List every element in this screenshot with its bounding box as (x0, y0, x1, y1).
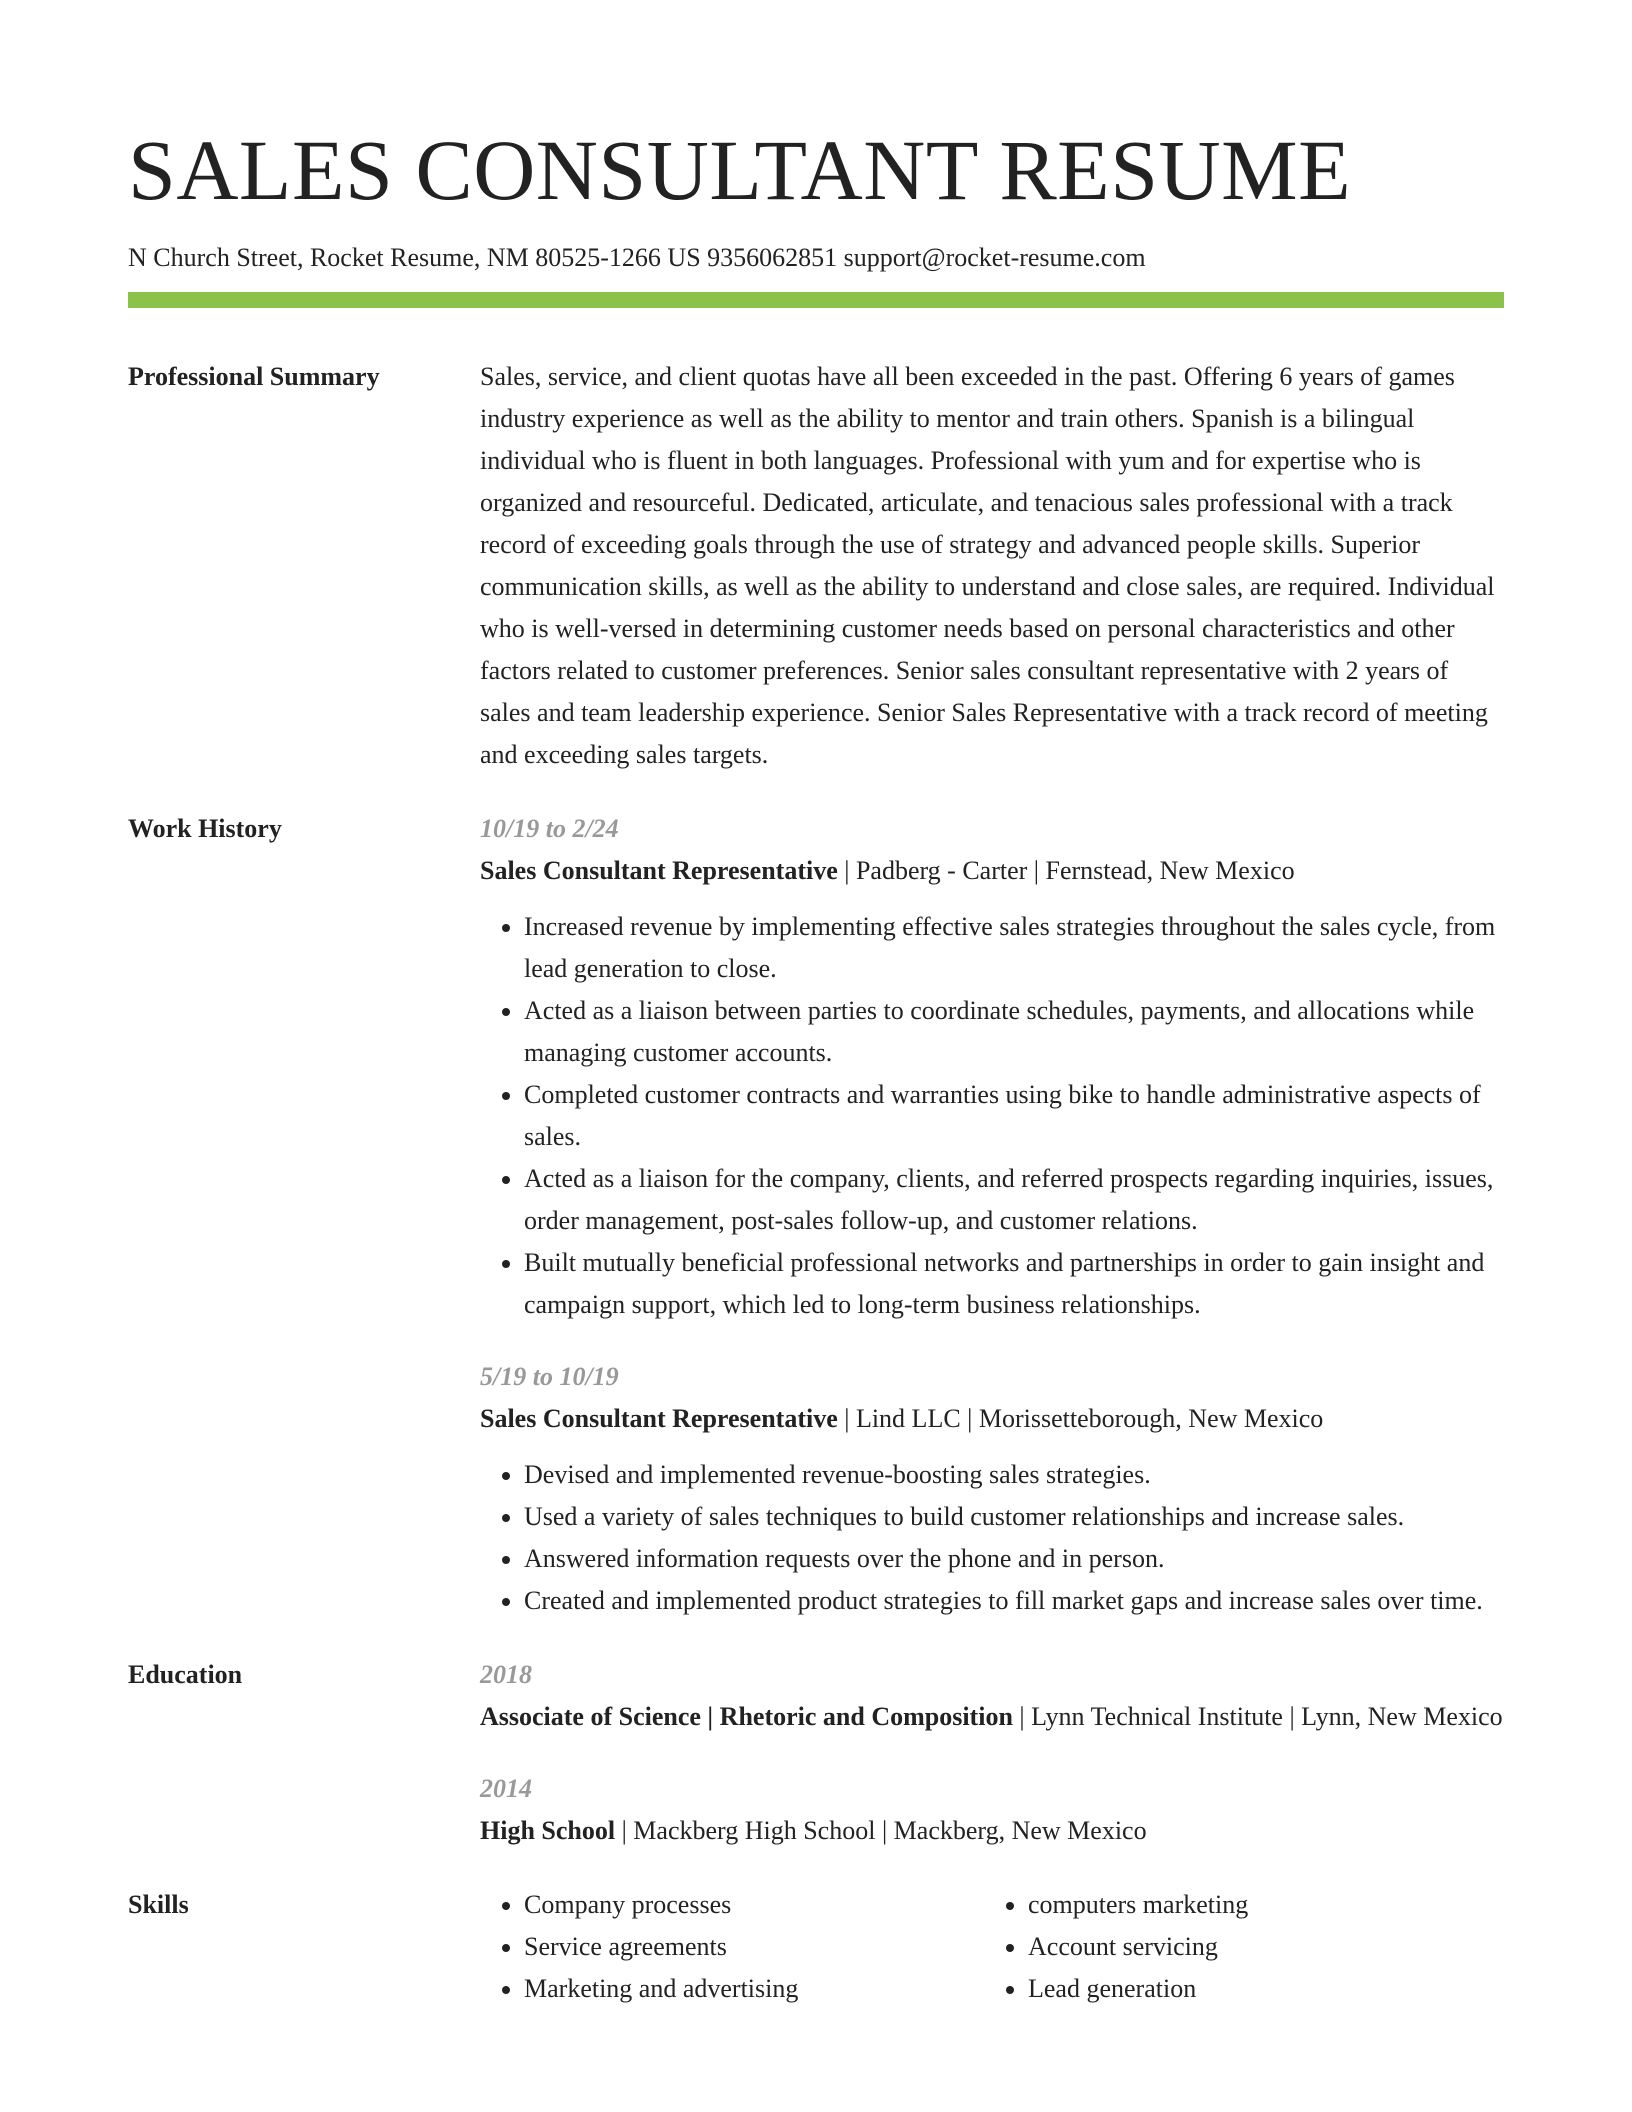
education-date: 2018 (480, 1660, 532, 1689)
job-entry (480, 808, 1504, 1326)
section-label-summary: Professional Summary (128, 362, 380, 391)
job-bullet: • Completed customer contracts and warranties using bike to handle administrative aspects of sales. (524, 1074, 1504, 1158)
professional-summary-section (128, 356, 1504, 776)
education-entry (480, 1654, 1504, 1738)
job-entry (480, 1356, 1504, 1622)
skill-item: • Service agreements (524, 1926, 984, 1968)
job-bullet: • Devised and implemented revenue-boosting sales strategies. (524, 1454, 1504, 1496)
header-divider (128, 292, 1504, 308)
education-details: | Mackberg High School | Mackberg, New Mexico (615, 1816, 1147, 1845)
education-date: 2014 (480, 1774, 532, 1803)
education-heading (480, 1696, 1504, 1738)
education-degree: High School (480, 1816, 616, 1845)
education-section (128, 1654, 1504, 1852)
job-date: 10/19 to 2/24 (480, 814, 619, 843)
job-bullet: • Built mutually beneficial professional networks and partnerships in order to gain insight and campaign support, which led to long-term business relationships. (524, 1242, 1504, 1326)
skills-list-left (480, 1884, 984, 2010)
skill-item: • computers marketing (1028, 1884, 1488, 1926)
section-label-skills: Skills (128, 1890, 189, 1919)
skill-item: • Lead generation (1028, 1968, 1488, 2010)
job-details: | Lind LLC | Morissetteborough, New Mexico (837, 1404, 1324, 1433)
skills-section (128, 1884, 1504, 2010)
job-bullet: • Used a variety of sales techniques to build customer relationships and increase sales. (524, 1496, 1504, 1538)
education-heading (480, 1810, 1504, 1852)
resume-page (128, 120, 1504, 2010)
work-history-section (128, 808, 1504, 1622)
skills-grid (480, 1884, 1504, 2010)
summary-text: Sales, service, and client quotas have all been exceeded in the past. Offering 6 years of games industry experience as well as the ability to mentor and train others. Spanish is a bilingual individual who is fluent in both languages. Professional with yum and for expertise who is organized and resourceful. Dedicated, articulate, and tenacious sales professional with a track record of exceeding goals through the use of strategy and advanced people skills. Superior communication skills, as well as the ability to understand and close sales, are required. Individual who is well-versed in determining customer needs based on personal characteristics and other factors related to customer preferences. Senior sales consultant representative with 2 years of sales and team leadership experience. Senior Sales Representative with a track record of meeting and exceeding sales targets. (480, 362, 1495, 769)
skill-item: • Company processes (524, 1884, 984, 1926)
job-bullet: • Answered information requests over the phone and in person. (524, 1538, 1504, 1580)
job-bullet: • Acted as a liaison between parties to coordinate schedules, payments, and allocations while managing customer accounts. (524, 990, 1504, 1074)
job-heading (480, 850, 1504, 892)
skill-item: • Account servicing (1028, 1926, 1488, 1968)
job-bullet: • Increased revenue by implementing effective sales strategies throughout the sales cycle, from lead generation to close. (524, 906, 1504, 990)
education-entry (480, 1768, 1504, 1852)
education-degree: Associate of Science | Rhetoric and Composition (480, 1702, 1013, 1731)
job-title: Sales Consultant Representative (480, 1404, 838, 1433)
education-details: | Lynn Technical Institute | Lynn, New Mexico (1012, 1702, 1503, 1731)
section-label-work: Work History (128, 814, 282, 843)
job-title: Sales Consultant Representative (480, 856, 838, 885)
skills-list-right (984, 1884, 1488, 2010)
job-heading (480, 1398, 1504, 1440)
job-details: | Padberg - Carter | Fernstead, New Mexico (837, 856, 1295, 885)
job-bullet: • Created and implemented product strategies to fill market gaps and increase sales over time. (524, 1580, 1504, 1622)
job-bullets (480, 1454, 1504, 1622)
job-bullet: • Acted as a liaison for the company, clients, and referred prospects regarding inquiries, issues, order management, post-sales follow-up, and customer relations. (524, 1158, 1504, 1242)
job-date: 5/19 to 10/19 (480, 1362, 619, 1391)
job-bullets (480, 906, 1504, 1326)
skill-item: • Marketing and advertising (524, 1968, 984, 2010)
section-label-education: Education (128, 1660, 243, 1689)
resume-title: SALES CONSULTANT RESUME (128, 122, 1352, 218)
contact-info: N Church Street, Rocket Resume, NM 80525-1266 US 9356062851 support@rocket-resume.com (128, 243, 1146, 272)
